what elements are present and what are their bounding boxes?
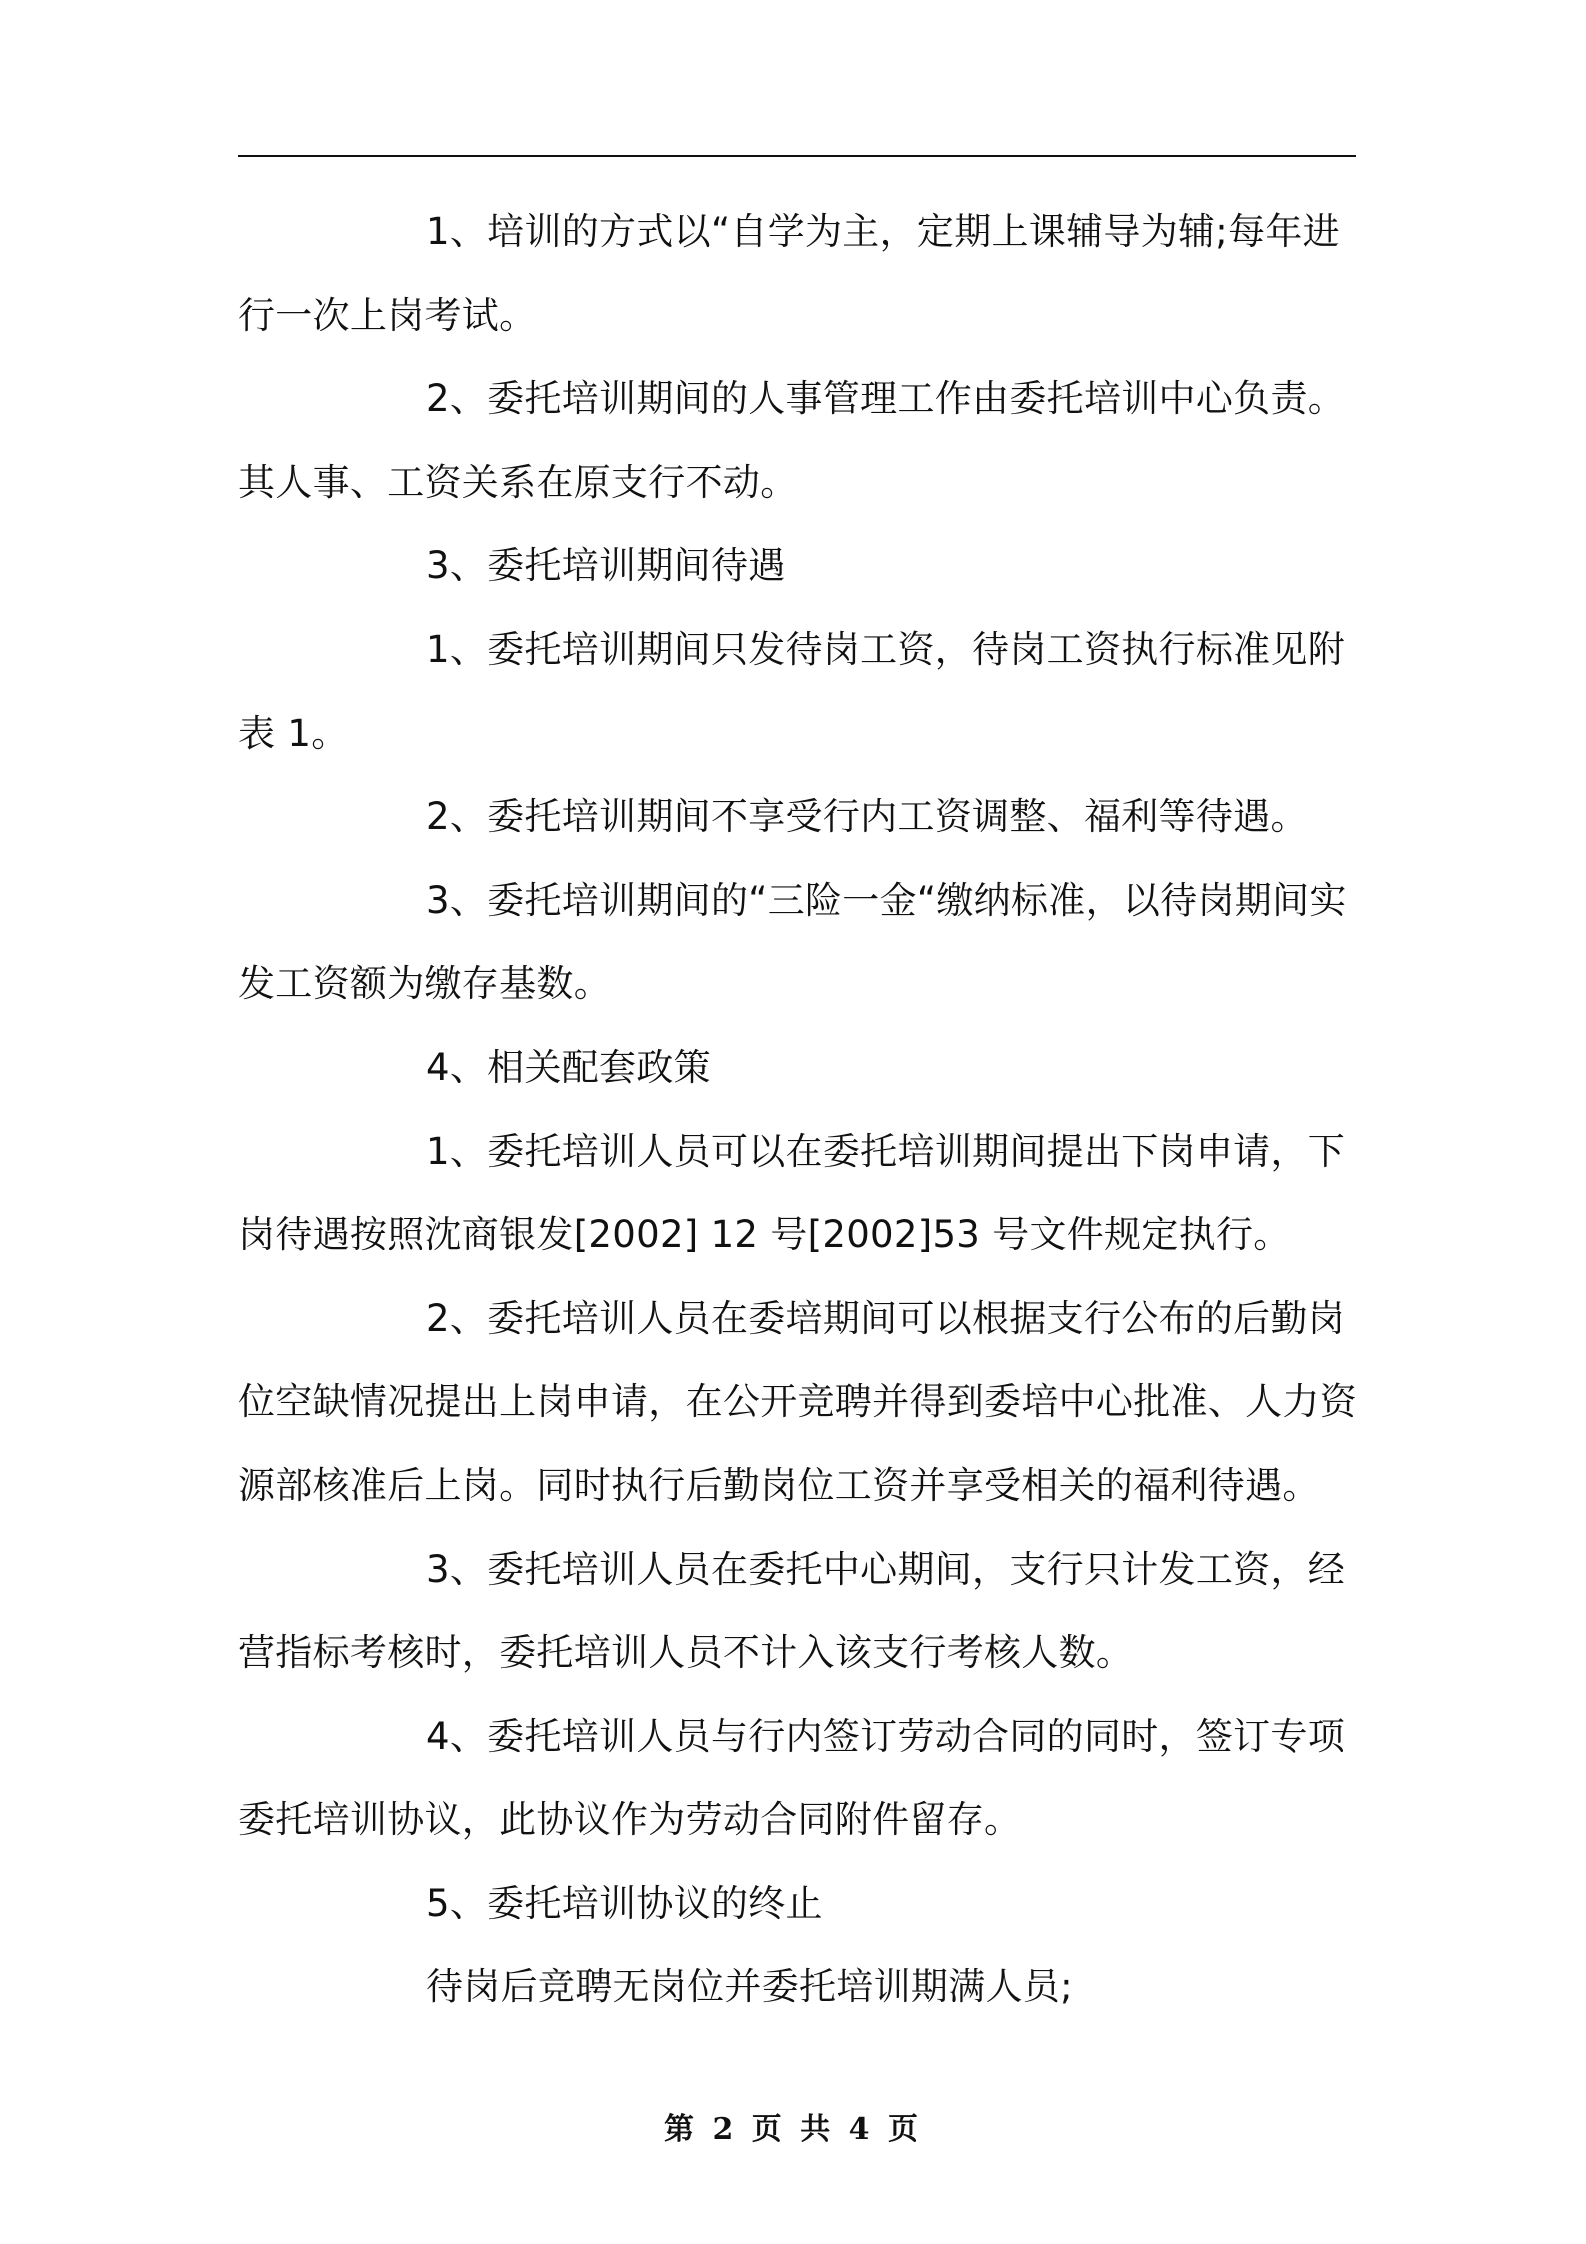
section-heading-policies: 4、相关配套政策: [426, 1045, 711, 1089]
paragraph-wage-assessment: 3、委托培训人员在委托中心期间，支行只计发工资，经营指标考核时，委托培训人员不计入该支行考核人数。: [238, 1547, 1346, 1675]
page-number: 第 2 页 共 4 页: [664, 2112, 922, 2147]
paragraph-training-agreement: 4、委托培训人员与行内签订劳动合同的同时，签订专项委托培训协议，此协议作为劳动合同附件留存。: [238, 1714, 1346, 1842]
header-rule: [238, 155, 1356, 157]
section-heading-treatment: 3、委托培训期间待遇: [426, 544, 786, 588]
paragraph-termination-condition: 待岗后竞聘无岗位并委托培训期满人员;: [426, 1965, 1073, 2009]
section-heading-termination: 5、委托培训协议的终止: [426, 1881, 823, 1925]
document-body: [238, 190, 1360, 2029]
paragraph-waiting-wage: 1、委托培训期间只发待岗工资，待岗工资执行标准见附表 1。: [238, 627, 1346, 755]
paragraph-layoff-application: 1、委托培训人员可以在委托培训期间提出下岗申请，下岗待遇按照沈商银发[2002] 12 号[2002]53 号文件规定执行。: [238, 1129, 1346, 1257]
paragraph-no-adjustment: 2、委托培训期间不享受行内工资调整、福利等待遇。: [426, 795, 1308, 839]
paragraph-insurance-fund: 3、委托培训期间的“三险一金“缴纳标准，以待岗期间实发工资额为缴存基数。: [238, 878, 1347, 1006]
paragraph-personnel-management: 2、委托培训期间的人事管理工作由委托培训中心负责。其人事、工资关系在原支行不动。: [238, 377, 1346, 504]
paragraph-training-method: 1、培训的方式以“自学为主，定期上课辅导为辅;每年进行一次上岗考试。: [238, 210, 1340, 337]
paragraph-reemployment-application: 2、委托培训人员在委培期间可以根据支行公布的后勤岗位空缺情况提出上岗申请，在公开竞聘并得到委培中心批准、人力资源部核准后上岗。同时执行后勤岗位工资并享受相关的福利待遇。: [238, 1296, 1357, 1507]
